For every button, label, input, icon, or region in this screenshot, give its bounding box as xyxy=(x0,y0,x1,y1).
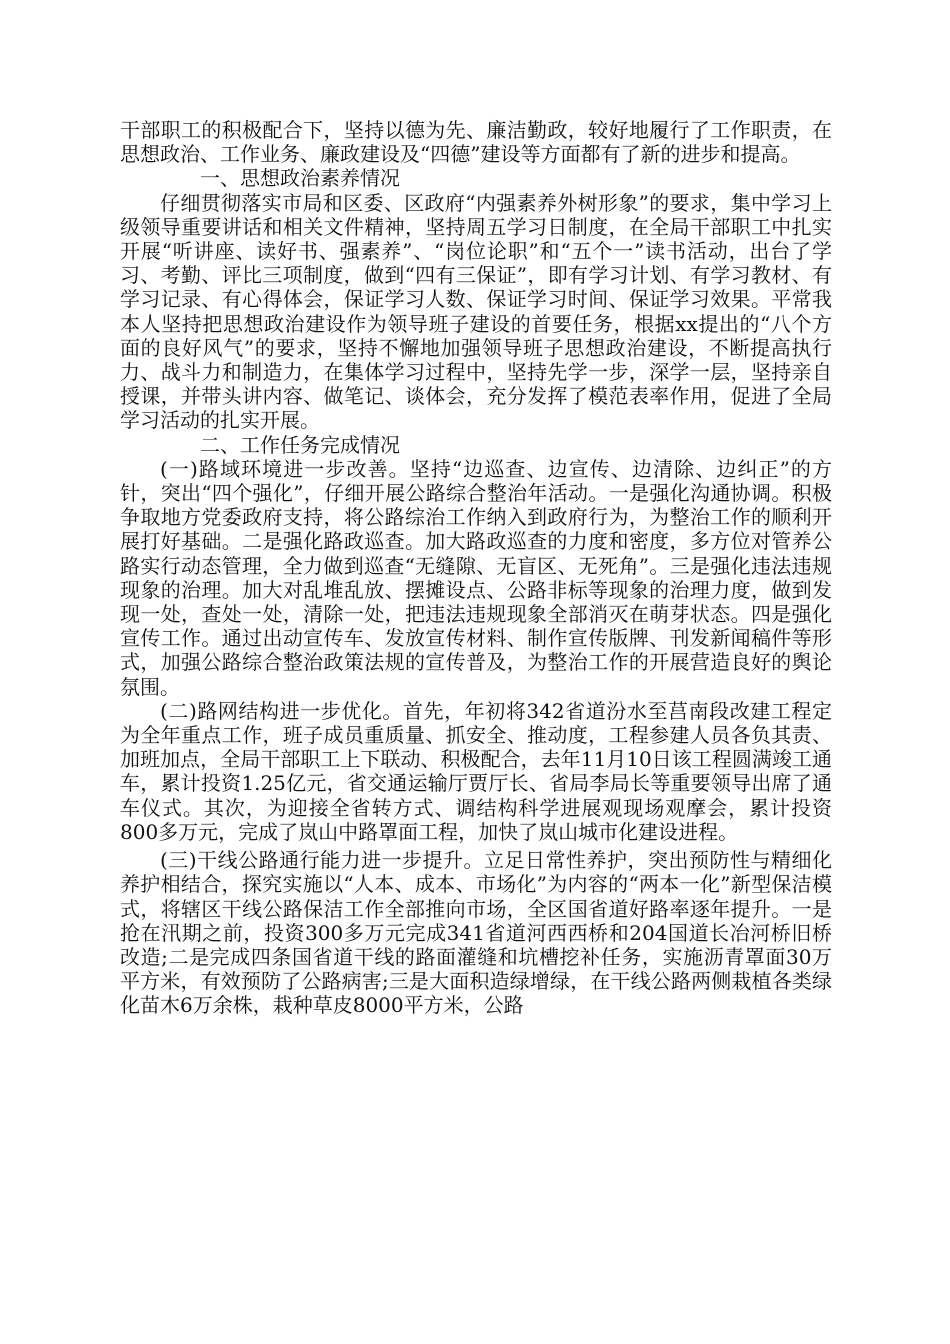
body-paragraph: 仔细贯彻落实市局和区委、区政府“内强素养外树形象”的要求，集中学习上级领导重要讲话和相关文件精神，坚持周五学习日制度，在全局干部职工中扎实开展“听讲座、读好书、强素养”、“岗位论职”和“五个一”读书活动，出台了学习、考勤、评比三项制度，做到“四有三保证”，即有学习计划、有学习教材、有学习记录、有心得体会，保证学习人数、保证学习时间、保证学习效果。平常我本人坚持把思想政治建设作为领导班子建设的首要任务，根据xx提出的“八个方面的良好风气”的要求，坚持不懈地加强领导班子思想政治建设，不断提高执行力、战斗力和制造力，在集体学习过程中，坚持先学一步，深学一层，坚持亲自授课，并带头讲内容、做笔记、谈体会，充分发挥了模范表率作用，促进了全局学习活动的扎实开展。 xyxy=(120,190,832,433)
section-heading-1: 一、思想政治素养情况 xyxy=(200,166,400,191)
body-paragraph: (二)路网结构进一步优化。首先，年初将342省道汾水至莒南段改建工程定为全年重点工作，班子成员重质量、抓安全、推动度，工程参建人员各负其责、加班加点，全局干部职工上下联动、积极配合，去年11月10日该工程圆满竣工通车，累计投资1.25亿元，省交通运输厅贾厅长、省局李局长等重要领导出席了通车仪式。其次，为迎接全省转方式、调结构科学进展观现场观摩会，累计投资800多万元，完成了岚山中路罩面工程，加快了岚山城市化建设进程。 xyxy=(120,698,832,844)
section-heading-2: 二、工作任务完成情况 xyxy=(200,432,400,457)
body-paragraph-continued: 干部职工的积极配合下，坚持以德为先、廉洁勤政，较好地履行了工作职责，在思想政治、工作业务、廉政建设及“四德”建设等方面都有了新的进步和提高。 xyxy=(120,118,832,167)
body-paragraph: (一)路域环境进一步改善。坚持“边巡查、边宣传、边清除、边纠正”的方针，突出“四个强化”，仔细开展公路综合整治年活动。一是强化沟通协调。积极争取地方党委政府支持，将公路综治工作纳入到政府行为，为整治工作的顺利开展打好基础。二是强化路政巡查。加大路政巡查的力度和密度，多方位对管养公路实行动态管理，全力做到巡查“无缝隙、无盲区、无死角”。三是强化违法违规现象的治理。加大对乱堆乱放、摆摊设点、公路非标等现象的治理力度，做到发现一处，查处一处，清除一处，把违法违规现象全部消灭在萌芽状态。四是强化宣传工作。通过出动宣传车、发放宣传材料、制作宣传版牌、刊发新闻稿件等形式，加强公路综合整治政策法规的宣传普及，为整治工作的开展营造良好的舆论氛围。 xyxy=(120,456,832,699)
body-paragraph: (三)干线公路通行能力进一步提升。立足日常性养护，突出预防性与精细化养护相结合，探究实施以“人本、成本、市场化”为内容的“两本一化”新型保洁模式，将辖区干线公路保洁工作全部推向市场，全区国省道好路率逐年提升。一是抢在汛期之前，投资300多万元完成341省道河西西桥和204国道长冶河桥旧桥改造;二是完成四条国省道干线的路面灌缝和坑槽挖补任务，实施沥青罩面30万平方米，有效预防了公路病害;三是大面积造绿增绿，在干线公路两侧栽植各类绿化苗木6万余株，栽种草皮8000平方米，公路 xyxy=(120,848,832,1018)
document-page xyxy=(120,118,832,1018)
